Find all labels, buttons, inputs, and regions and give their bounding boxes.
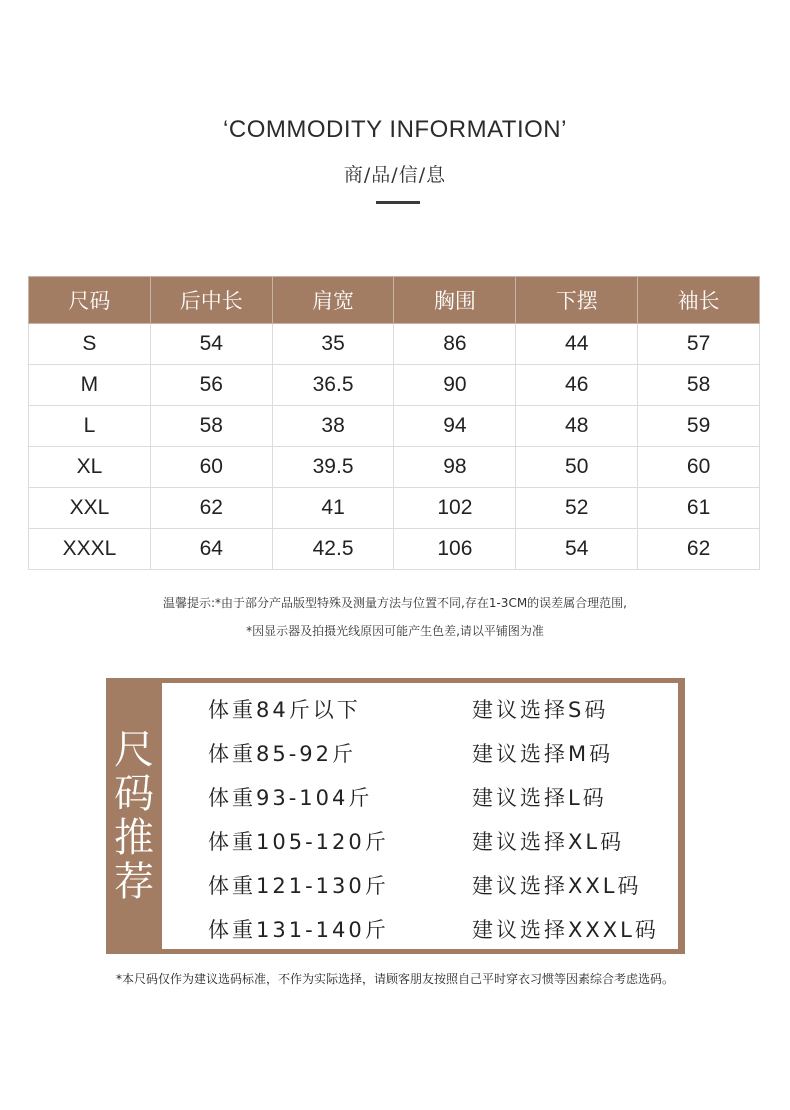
table-row — [29, 324, 760, 365]
table-cell: XL — [29, 447, 151, 488]
suggested-size: 建议选择L码 — [472, 786, 607, 810]
table-row — [29, 447, 760, 488]
title-divider — [376, 201, 420, 204]
table-cell: 61 — [638, 488, 760, 529]
side-char: 荐 — [114, 859, 154, 905]
table-cell: L — [29, 406, 151, 447]
table-cell: 58 — [638, 365, 760, 406]
list-item — [162, 782, 678, 812]
weight-range: 体重131-140斤 — [208, 918, 389, 942]
footer-note: *本尺码仅作为建议选码标准，不作为实际选择，请顾客朋友按照自己平时穿衣习惯等因素综合考虑选码。 — [115, 972, 674, 986]
table-cell: 50 — [516, 447, 638, 488]
side-char: 尺 — [114, 727, 154, 773]
table-cell: 102 — [394, 488, 516, 529]
size-recommendation-label — [106, 728, 162, 904]
weight-range: 体重93-104斤 — [208, 786, 373, 810]
table-cell: 60 — [150, 447, 272, 488]
table-cell: 44 — [516, 324, 638, 365]
table-cell: 98 — [394, 447, 516, 488]
col-header-shoulder: 肩宽 — [272, 277, 394, 324]
suggested-size: 建议选择XXL码 — [472, 874, 642, 898]
col-header-sleeve: 袖长 — [638, 277, 760, 324]
table-cell: 62 — [638, 529, 760, 570]
table-row — [29, 365, 760, 406]
suggested-size: 建议选择M码 — [472, 742, 614, 766]
color-note: *因显示器及拍摄光线原因可能产生色差,请以平铺图为准 — [246, 624, 544, 638]
weight-range: 体重85-92斤 — [208, 742, 357, 766]
table-cell: XXXL — [29, 529, 151, 570]
weight-range: 体重105-120斤 — [208, 830, 389, 854]
side-char: 码 — [114, 771, 154, 817]
suggested-size: 建议选择XL码 — [472, 830, 625, 854]
list-item — [162, 826, 678, 856]
table-cell: 39.5 — [272, 447, 394, 488]
table-cell: 57 — [638, 324, 760, 365]
table-cell: 106 — [394, 529, 516, 570]
table-cell: 48 — [516, 406, 638, 447]
table-cell: 54 — [516, 529, 638, 570]
table-cell: 58 — [150, 406, 272, 447]
col-header-size: 尺码 — [29, 277, 151, 324]
table-cell: 42.5 — [272, 529, 394, 570]
suggested-size: 建议选择S码 — [472, 698, 609, 722]
table-cell: 54 — [150, 324, 272, 365]
table-cell: 41 — [272, 488, 394, 529]
table-cell: 38 — [272, 406, 394, 447]
table-header-row — [29, 277, 760, 324]
recommendation-list — [162, 683, 678, 949]
table-cell: 90 — [394, 365, 516, 406]
table-cell: 60 — [638, 447, 760, 488]
table-cell: 52 — [516, 488, 638, 529]
list-item — [162, 914, 678, 944]
table-cell: 36.5 — [272, 365, 394, 406]
weight-range: 体重121-130斤 — [208, 874, 389, 898]
title-cn: 商/品/信/息 — [343, 164, 447, 186]
list-item — [162, 694, 678, 724]
col-header-back-length: 后中长 — [150, 277, 272, 324]
table-cell: 94 — [394, 406, 516, 447]
col-header-chest: 胸围 — [394, 277, 516, 324]
list-item — [162, 738, 678, 768]
weight-range: 体重84斤以下 — [208, 698, 361, 722]
size-chart-table — [28, 276, 760, 570]
table-cell: 35 — [272, 324, 394, 365]
measurement-note: 温馨提示:*由于部分产品版型特殊及测量方法与位置不同,存在1-3CM的误差属合理范围, — [162, 596, 627, 610]
list-item — [162, 870, 678, 900]
size-recommendation-box — [106, 678, 685, 954]
table-cell: 62 — [150, 488, 272, 529]
table-cell: S — [29, 324, 151, 365]
title-en: ‘COMMODITY INFORMATION’ — [223, 116, 567, 143]
table-cell: 86 — [394, 324, 516, 365]
table-cell: 59 — [638, 406, 760, 447]
table-row — [29, 529, 760, 570]
table-cell: 64 — [150, 529, 272, 570]
table-cell: M — [29, 365, 151, 406]
side-char: 推 — [114, 815, 154, 861]
table-cell: 56 — [150, 365, 272, 406]
table-cell: 46 — [516, 365, 638, 406]
table-cell: XXL — [29, 488, 151, 529]
table-row — [29, 488, 760, 529]
col-header-hem: 下摆 — [516, 277, 638, 324]
suggested-size: 建议选择XXXL码 — [472, 918, 659, 942]
table-row — [29, 406, 760, 447]
